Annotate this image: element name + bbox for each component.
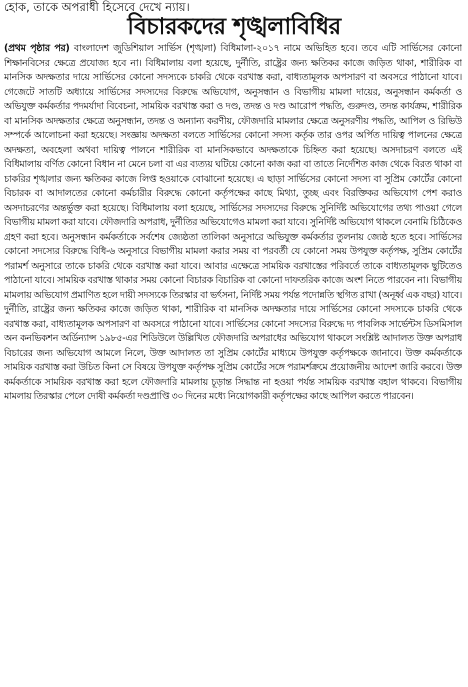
article-body xyxy=(4,42,462,682)
headline: বিচারকদের শৃঙ্খলাবিধির xyxy=(127,14,341,40)
previous-article-tail: হোক, তাকে অপরাধী হিসেবে দেখে ন্যায়। xyxy=(4,0,190,14)
continuation-label: (প্রথম পৃষ্ঠার পর) xyxy=(4,43,70,54)
article-text: বাংলাদেশ জুডিশিয়াল সার্ভিস (শৃঙ্খলা) বিধিমালা-২০১৭ নামে অভিহিত হবে। তবে এটি সার্ভিসের কোনো শিক্ষানবিসের ক্ষেত্রে প্রযোজ্য হবে না। বিধিমালায় বলা হয়েছে, দুর্নীতি, রাষ্ট্রের জন্য ক্ষতিকর কাজে জড়িত থাকা, শারীরিক বা মানসিক অদক্ষতার দায়ে সার্ভিসের কোনো সদস্যকে চাকরি থেকে বরখাস্ত করা, বাধ্যতামূলক অপসারণ বা অবসরে পাঠানো যাবে। গেজেটে সাতটি অধ্যায়ে সার্ভিসের সদস্যদের বিরুদ্ধে অভিযোগ, অনুসন্ধান ও বিভাগীয় মামলা দায়ের, অনুসন্ধান কর্মকর্তা ও অভিযুক্ত কর্মকর্তার পদমর্যাদা বিবেচনা, সাময়িক বরখাস্ত করা ও দণ্ড, তদন্ত ও দণ্ড আরোপ পদ্ধতি, গুরুদণ্ড, তদন্ত কার্যক্রম, শারীরিক বা মানসিক অদক্ষতার ক্ষেত্রে অনুসন্ধান, তদন্ত ও অন্যান্য করণীয়, ফৌজদারি মামলার ক্ষেত্রে অনুসরণীয় পদ্ধতি, আপিল ও রিভিউ সম্পর্কে আলোচনা করা হয়েছে। সংজ্ঞায় অদক্ষতা বলতে সার্ভিসের কোনো সদস্য কর্তৃক তার ওপর অর্পিত দায়িত্ব পালনের ক্ষেত্রে অদক্ষতা, অবহেলা অথবা দায়িত্ব পালনে শারীরিক বা মানসিকভাবে অদক্ষতাকে চিহ্নিত করা হয়েছে। অসদাচরণ বলতে এই বিধিমালায় বর্ণিত কোনো বিধান না মেনে চলা বা এর ব্যত্যয় ঘটিয়ে কোনো কাজ করা বা তাতে নির্দেশিত কাজ থেকে বিরত থাকা বা চাকরির শৃঙ্খলার জন্য ক্ষতিকর কাজে লিপ্ত হওয়াকে বোঝানো হয়েছে। এ ছাড়া সার্ভিসের কোনো সদস্য বা সুপ্রিম কোর্টের কোনো বিচারক বা আদালতের কোনো কর্মচারীর বিরুদ্ধে কোনো কর্তৃপক্ষের কাছে মিথ্যা, তুচ্ছ এবং বিরক্তিকর অভিযোগ পেশ করাও অসদাচরণের অন্তর্ভুক্ত করা হয়েছে। বিধিমালায় বলা হয়েছে, সার্ভিসের সদস্যদের বিরুদ্ধে সুনির্দিষ্ট অভিযোগের তথ্য পাওয়া গেলে বিভাগীয় মামলা করা যাবে। ফৌজদারি অপরাধ, দুর্নীতির অভিযোগেও মামলা করা যাবে। সুনির্দিষ্ট অভিযোগ থাকলে বেনামি চিঠিকেও গ্রহণ করা হবে। অনুসন্ধান কর্মকর্তাকে সর্বশেষ জ্যেষ্ঠতা তালিকা অনুসারে অভিযুক্ত কর্মকর্তার তুলনায় জ্যেষ্ঠ হতে হবে। সার্ভিসের কোনো সদস্যের বিরুদ্ধে বিধি-৬ অনুসারে বিভাগীয় মামলা করার সময় বা পরবর্তী যে কোনো সময় উপযুক্ত কর্তৃপক্ষ, সুপ্রিম কোর্টের পরামর্শ অনুসারে তাকে চাকরি থেকে বরখাস্ত করা যাবে। আবার এক্ষেত্রে সাময়িক বরখাস্তের পরিবর্তে তাকে বাধ্যতামূলক ছুটিতেও পাঠানো যাবে। সাময়িক বরখাস্ত থাকার সময় কোনো বিচারক বিচারিক বা কোনো দাফতরিক কাজে অংশ নিতে পারবেন না। বিভাগীয় মামলায় অভিযোগ প্রমাণিত হলে দায়ী সদস্যকে তিরস্কার বা ভর্ৎসনা, নির্দিষ্ট সময় পর্যন্ত পদোন্নতি স্থগিত রাখা (অনূর্ধ্ব এক বছর) যাবে। দুর্নীতি, রাষ্ট্রের জন্য ক্ষতিকর কাজে জড়িত থাকা, শারীরিক বা মানসিক অদক্ষতার দায়ে সার্ভিসের কোনো সদস্যকে চাকরি থেকে বরখাস্ত করা, বাধ্যতামূলক অপসারণ বা অবসরে পাঠানো যাবে। সার্ভিসের কোনো সদস্যের বিরুদ্ধে দ্য পাবলিক সার্ভেন্টস ডিসমিসাল অন কনভিকশন অর্ডিন্যান্স ১৯৮৫-এর শিডিউলে উল্লিখিত ফৌজদারি অপরাধের অভিযোগ থাকলে সংশ্লিষ্ট আদালত উক্ত অপরাধ বিচারের জন্য অভিযোগ আমলে নিলে, উক্ত আদালত তা সুপ্রিম কোর্টের মাধ্যমে উপযুক্ত কর্তৃপক্ষকে জানাবে। উক্ত কর্মকর্তাকে সাময়িক বরখাস্ত করা উচিত কিনা সে বিষয়ে উপযুক্ত কর্তৃপক্ষ সুপ্রিম কোর্টের সঙ্গে পরামর্শক্রমে প্রয়োজনীয় আদেশ জারি করবে। উক্ত কর্মকর্তাকে সাময়িক বরখাস্ত করা হলে ফৌজদারি মামলায় চূড়ান্ত সিদ্ধান্ত না হওয়া পর্যন্ত সাময়িক বরখাস্ত বহাল থাকবে। বিভাগীয় মামলায় তিরস্কার পেলে দোষী কর্মকর্তা দণ্ডপ্রাপ্তি ৩০ দিনের মধ্যে নিয়োগকারী কর্তৃপক্ষের কাছে আপিল করতে পারবেন। xyxy=(4,43,462,402)
